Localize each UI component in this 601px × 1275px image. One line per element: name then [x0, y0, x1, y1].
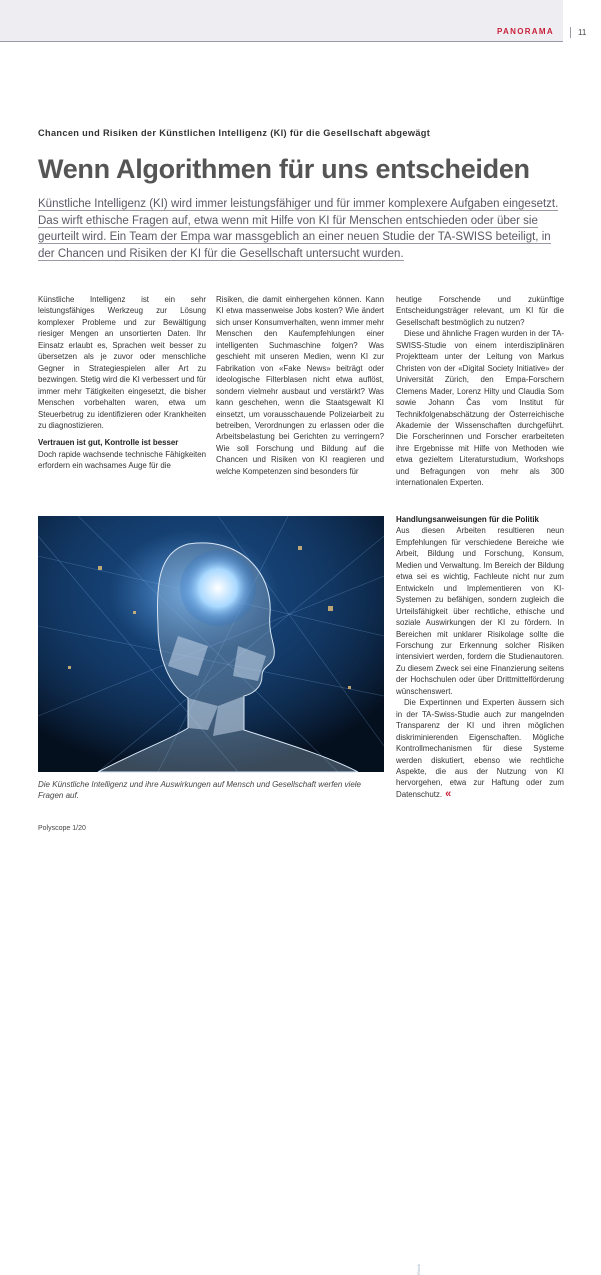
ai-head-illustration	[38, 516, 384, 772]
article-lead	[38, 196, 566, 262]
image-credit: iStock	[416, 1264, 421, 1275]
subheading-policy: Handlungsanweisungen für die Politik	[396, 515, 539, 524]
section-label: PANORAMA	[497, 27, 554, 36]
paragraph: Künstliche Intelligenz ist ein sehr leistungsfähiges Werkzeug zur Lösung komplexer Probleme und zur Bewältigung riesiger Mengen an unsortierten Daten. Ihr Einsatz erlaubt es, Sprachen weit besser zu übersetzen als je zuvor oder menschliche Gegner in Strategiespielen aller Art zu bezwingen. Stetig wird die KI verbessert und für immer mehr Tätigkeiten eingesetzt, die bisher Menschen vorbehalten waren, etwa um Steuerbetrug zu identifizieren oder Krankheiten zu diagnostizieren.	[38, 295, 206, 430]
footer-issue: Polyscope 1/20	[38, 825, 86, 832]
end-mark-icon: «	[445, 787, 452, 800]
column-3-top	[396, 294, 564, 489]
subheading-trust: Vertrauen ist gut, Kontrolle ist besser	[38, 438, 179, 448]
photo-caption: Die Künstliche Intelligenz und ihre Auswirkungen auf Mensch und Gesellschaft werfen viele Fragen auf.	[38, 780, 361, 800]
paragraph: Risiken, die damit einhergehen können. Kann KI etwa massenweise Jobs kosten? Wie ändert sich unser Konsumverhalten, wenn immer mehr Menschen den Kaufempfehlungen einer intelligenten Suchmaschine folgen? Was geschieht mit unseren Medien, wenn KI zur Fabrikation von «Fake News» beiträgt oder ideologische Filterblasen nicht etwa auflöst, sondern vielmehr ausbaut und verstärkt? Was kann geschehen, wenn die Staatsgewalt KI einsetzt, um vorausschauende Polizeiarbeit zu betreiben, Verordnungen zu erlassen oder die Arbeitsbelastung bei Gerichten zu verringern? Wie soll Forschung und Bildung auf die Chancen und Risiken von KI reagieren und welche Kompetenzen sind besonders für	[216, 295, 384, 476]
header-bar	[0, 0, 563, 42]
article-kicker: Chancen und Risiken der Künstlichen Intelligenz (KI) für die Gesellschaft abgewägt	[38, 128, 431, 138]
paragraph: Aus diesen Arbeiten resultieren neun Empfehlungen für verschiedene Bereiche wie Arbeit, Bildung und Forschung, Konsum, Medien und Verwaltung. Im Bereich der Bildung etwa sei es wichtig, Fachleute nicht nur zum Entwickeln und Implementieren von KI-Systemen zu befähigen, sondern zugleich die Urteilsfähigkeit über rechtliche, ethische und soziale Auswirkungen der KI zu fördern. In Bereichen mit unklarer Risikolage sollte die Forschung zur Erkennung solcher Risiken intensiviert werden, fordern die Studienautoren. Zu diesem Zweck sei eine Finanzierung seitens der Hochschulen oder über Drittmittelförderung wünschenswert.	[396, 526, 564, 696]
column-1	[38, 294, 206, 472]
article-lead-text: Künstliche Intelligenz (KI) wird immer leistungsfähiger und für immer komplexere Aufgaben eingesetzt. Das wirft ethische Fragen auf, etwa wenn mit Hilfe von KI für Menschen entschieden oder über sie geurteilt wird. Ein Team der Empa war massgeblich an einer neuen Studie der TA-SWISS beteiligt, in der Chancen und Risiken der KI für die Gesellschaft untersucht wurden.	[38, 198, 559, 260]
article-title: Wenn Algorithmen für uns entscheiden	[38, 154, 530, 184]
paragraph: heutige Forschende und zukünftige Entscheidungsträger relevant, um KI für die Gesellschaft bestmöglich zu nutzen?	[396, 295, 564, 327]
page-number: 11	[570, 27, 586, 38]
paragraph: Diese und ähnliche Fragen wurden in der TA-SWISS-Studie von einem interdisziplinären Projektteam unter der Leitung von Markus Christen von der «Digital Society Initiative» der Universität Zürich, den Empa-Forschern Clemens Mader, Lorenz Hilty und Claudia Som sowie Johann Čas vom Institut für Technikfolgenabschätzung der Österreichische Akademie der Wissenschaften durchgeführt. Die Forscherinnen und Forscher erarbeiteten ihre Ergebnisse mit Hilfe von Methoden wie etwa gezieltem Literaturstudium, Workshops und Befragungen von mehr als 300 internationalen Experten.	[396, 329, 564, 488]
paragraph-text: Die Expertinnen und Experten äussern sich in der TA-Swiss-Studie auch zur mangelnden Transparenz der KI und ihren möglichen diskriminierenden Eigenschaften. Mögliche Kontrollmechanismen für diese Systeme werden diskutiert, ebenso wie rechtliche Aspekte, die aus der Nutzung von KI hervorgehen, etwa zur Haftung oder zum Datenschutz.	[396, 698, 564, 799]
column-2	[216, 294, 384, 477]
column-3-bottom	[396, 514, 564, 800]
paragraph: Doch rapide wachsende technische Fähigkeiten erfordern ein wachsames Auge für die	[38, 449, 206, 471]
paragraph	[396, 697, 564, 800]
